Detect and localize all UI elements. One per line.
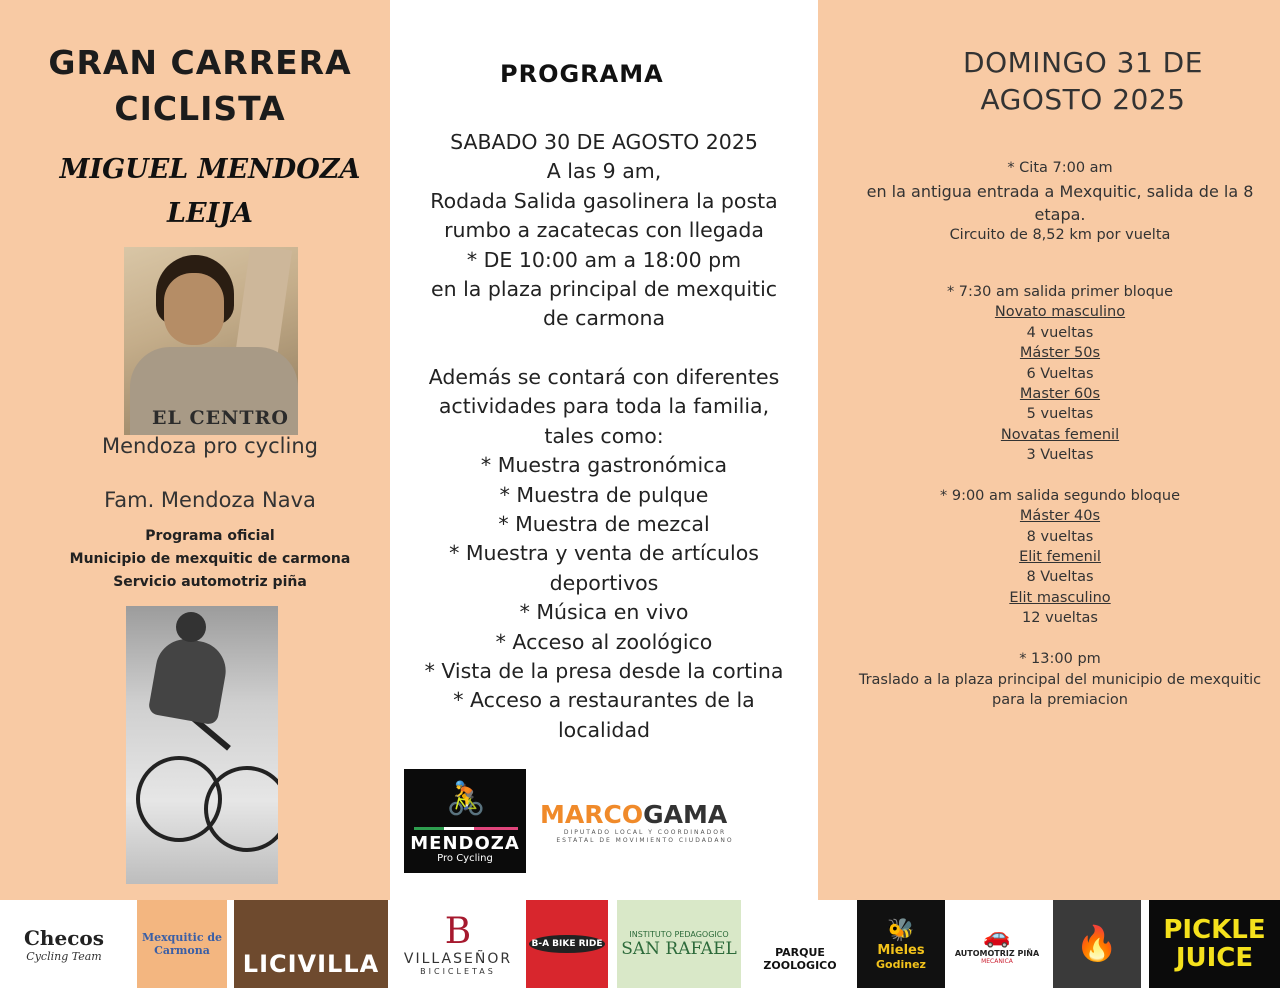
sponsor-logo-checos xyxy=(0,900,128,988)
saturday-line: de carmona xyxy=(542,306,666,331)
sponsor-sub: INSTITUTO PEDAGOGICO xyxy=(629,929,729,939)
sponsor-name: Checos xyxy=(24,925,104,950)
category-laps: 5 vueltas xyxy=(1026,406,1094,422)
category-name: Elit femenil xyxy=(1019,549,1101,565)
location-line-1: en la antigua entrada a Mexquitic, salida de la 8 xyxy=(866,182,1254,201)
sponsor-logo-flame xyxy=(1053,900,1141,988)
saturday-line: A las 9 am, xyxy=(546,159,662,184)
face xyxy=(164,273,224,345)
sponsor-sub: BICICLETAS xyxy=(420,966,496,976)
sponsor-sub: JUICE xyxy=(1175,943,1254,973)
bike-wheel-front xyxy=(204,766,278,852)
flag-stripe-pink xyxy=(474,827,518,830)
activities-line: * Vista de la presa desde la cortina xyxy=(424,659,784,684)
category-laps: 12 vueltas xyxy=(1022,610,1098,626)
credit-line-3: Servicio automotriz piña xyxy=(113,574,307,590)
sponsor-logo-san-rafael xyxy=(617,900,741,988)
bee-icon: 🐝 xyxy=(887,917,915,943)
sponsor-name: B-A BIKE RIDE xyxy=(529,935,604,953)
event-title xyxy=(0,40,400,132)
final-line-2: para la premiacion xyxy=(992,692,1128,708)
sponsor-name: AUTOMOTRIZ PIÑA xyxy=(954,948,1040,958)
honoree-name xyxy=(0,148,420,236)
sunday-title xyxy=(818,44,1280,118)
mendoza-logo-sub: Pro Cycling xyxy=(437,853,493,864)
circuit-info: Circuito de 8,52 km por vuelta xyxy=(949,227,1171,243)
activities-line: localidad xyxy=(557,717,651,742)
activities-line: deportivos xyxy=(549,570,659,595)
family-name: Fam. Mendoza Nava xyxy=(104,488,316,512)
marco-gama-part1: MARCO xyxy=(540,800,644,829)
sponsor-logo-ba-bike-ride xyxy=(526,900,608,988)
sponsor-logo-licivilla xyxy=(234,900,388,988)
category-laps: 3 Vueltas xyxy=(1026,447,1094,463)
activities-line: * Muestra de pulque xyxy=(499,482,709,507)
block1-header: * 7:30 am salida primer bloque xyxy=(946,284,1174,300)
final-line-1: Traslado a la plaza principal del municipio de mexquitic xyxy=(858,672,1262,688)
final-time: * 13:00 pm xyxy=(1019,651,1101,667)
sponsor-sub: Cycling Team xyxy=(26,949,102,963)
credit-line-1: Programa oficial xyxy=(145,528,275,544)
cyclist-photo xyxy=(126,606,278,884)
sponsor-name: VILLASEÑOR xyxy=(403,950,513,967)
category-name: Novato masculino xyxy=(994,304,1126,320)
sponsor-sub: Godinez xyxy=(876,957,926,971)
event-title-line-1: GRAN CARRERA xyxy=(48,43,352,82)
event-title-line-2: CICLISTA xyxy=(114,89,286,128)
activities-line: tales como: xyxy=(544,423,664,448)
marco-gama-tagline-1: DIPUTADO LOCAL Y COORDINADOR xyxy=(563,829,727,836)
block2-header: * 9:00 am salida segundo bloque xyxy=(939,488,1180,504)
rider-body xyxy=(148,635,231,726)
program-title: PROGRAMA xyxy=(500,60,664,88)
saturday-line: en la plaza principal de mexquitic xyxy=(430,277,778,302)
saturday-line: Rodada Salida gasolinera la posta xyxy=(430,188,778,213)
rider-head xyxy=(176,612,206,642)
sponsor-name: Mieles xyxy=(877,942,925,958)
activities-line: * Música en vivo xyxy=(519,600,689,625)
activities-line: * Muestra y venta de artículos xyxy=(449,541,759,566)
mendoza-logo-name: MENDOZA xyxy=(410,833,520,854)
category-name: Máster 40s xyxy=(1019,508,1101,524)
marco-gama-wordmark xyxy=(540,800,750,829)
sponsor-logo-mexquitic xyxy=(137,900,227,988)
sponsor-name: PARQUE ZOOLOGICO xyxy=(763,946,837,972)
activities-line: * Muestra gastronómica xyxy=(480,453,728,478)
honoree-name-line-2: LEIJA xyxy=(167,198,253,229)
activities-line: * Acceso al zoológico xyxy=(495,629,713,654)
flag-stripe-white xyxy=(444,827,474,830)
sponsor-logo-automotriz-pina xyxy=(949,900,1045,988)
sponsor-logo-pickle-juice xyxy=(1149,900,1280,988)
sponsor-name: PICKLE xyxy=(1163,915,1266,945)
credit-line-2: Municipio de mexquitic de carmona xyxy=(69,551,351,567)
sponsor-logo-zoologico xyxy=(753,900,847,988)
activities-line: actividades para toda la familia, xyxy=(438,394,770,419)
sponsor-sub: MECANICA xyxy=(981,957,1013,965)
category-name: Novatas femenil xyxy=(1000,427,1120,443)
activities-list xyxy=(390,363,818,745)
activities-line: * Acceso a restaurantes de la xyxy=(453,688,755,713)
flame-icon: 🔥 xyxy=(1075,924,1119,964)
category-laps: 4 vueltas xyxy=(1026,325,1094,341)
location-line-2: etapa. xyxy=(1034,205,1086,224)
marco-gama-tagline-2: ESTATAL DE MOVIMIENTO CIUDADANO xyxy=(556,837,734,844)
team-name: Mendoza pro cycling xyxy=(102,434,318,458)
sunday-title-line-1: DOMINGO 31 DE xyxy=(963,46,1203,79)
sponsor-logo-mieles xyxy=(857,900,945,988)
activities-line: Además se contará con diferentes xyxy=(428,365,780,389)
saturday-schedule xyxy=(390,128,818,334)
flag-stripe-green xyxy=(414,827,444,830)
activities-line: * Muestra de mezcal xyxy=(498,512,710,537)
car-icon: 🚗 xyxy=(983,923,1011,949)
category-name: Máster 50s xyxy=(1019,345,1101,361)
villasenor-b-icon: B xyxy=(444,910,472,952)
category-laps: 8 Vueltas xyxy=(1026,569,1094,585)
sunday-title-line-2: AGOSTO 2025 xyxy=(980,83,1186,116)
marco-gama-part2: GAMA xyxy=(643,800,728,829)
saturday-line: SABADO 30 DE AGOSTO 2025 xyxy=(450,130,758,154)
saturday-line: rumbo a zacatecas con llegada xyxy=(444,218,764,243)
category-laps: 6 Vueltas xyxy=(1026,366,1094,382)
marco-gama-logo xyxy=(540,800,750,850)
mendoza-pro-cycling-logo xyxy=(404,769,526,873)
category-name: Master 60s xyxy=(1019,386,1101,402)
sponsor-name: LICIVILLA xyxy=(242,950,380,978)
honoree-portrait-photo xyxy=(124,247,298,435)
saturday-line: * DE 10:00 am a 18:00 pm xyxy=(466,247,742,272)
category-name: Elit masculino xyxy=(1009,590,1111,606)
bicycle-icon: 🚴 xyxy=(446,779,486,817)
jersey-text: EL CENTRO xyxy=(152,407,289,429)
cita-time: * Cita 7:00 am xyxy=(1007,160,1113,176)
sponsor-name: SAN RAFAEL xyxy=(621,938,737,959)
honoree-name-line-1: MIGUEL MENDOZA xyxy=(59,154,361,185)
sponsor-logo-villasenor xyxy=(398,900,518,988)
sponsor-name: Mexquitic de Carmona xyxy=(141,931,223,957)
category-laps: 8 vueltas xyxy=(1026,529,1094,545)
sponsors-strip xyxy=(0,900,1280,988)
